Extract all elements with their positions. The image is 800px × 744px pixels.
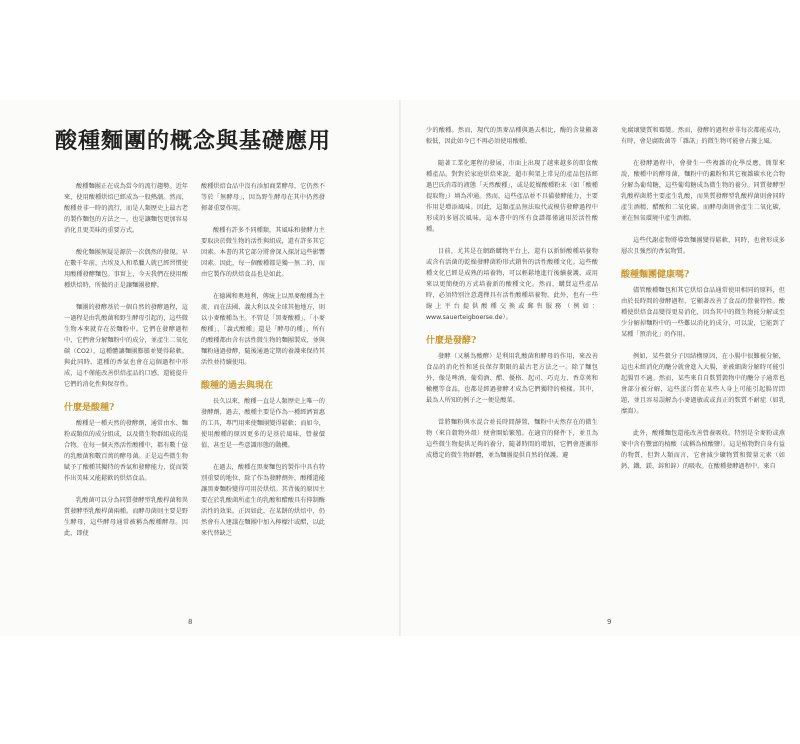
paragraph: 當將麵粉與水混合並長時間靜置，麵粉中天然存在的微生物（來自穀物外殼）便會開始繁殖。在適宜的條件下，並且為這些微生物提供足夠的養分，隨著時間的增加，它們會逐漸形成穩定的微生物群體，並為麵團提供自然的保護。避 xyxy=(426,419,598,459)
paragraph: 長久以來，酸種一直是人類歷史上唯一的發酵劑，過去，酸種主要是作為一種經濟實惠的工具，專門用來使麵團變得鬆軟；而如今，使用酸種的原因更多的是基於風味、營養價值，甚至是一些意識形態的動機。 xyxy=(201,398,325,449)
left-page-column-2 xyxy=(201,181,325,539)
section-heading-history: 酸種的過去與現在 xyxy=(201,381,274,391)
right-page-column-2 xyxy=(621,125,785,472)
section-heading-healthy: 酸種麵團健康嗎? xyxy=(621,270,690,280)
section-heading-what-is-sourdough: 什麼是酸種? xyxy=(64,403,115,413)
paragraph: 酸種麵團正在成為當今的流行趨勢。近年來，使用酸種烘焙已經成為一股熱潮。然而，酸種並非一時的流行，而是人類歷史上最古老的製作麵包的方法之一，也是讓麵包更加容易消化且更美味的重要方式。 xyxy=(64,183,188,234)
paragraph: 例如，某些穀分子因結構原因，在小腸中很難被分解，這也未經消化的醣分就會進入大腸，並被細菌分解時可能引起腸胃不適。然而，某些來自自麩質穀物中的醣分子通常也會部分被分解，這些蛋白質在某些人身上可能引起腸胃問題，並且容易誤解為小麥過敏或或真正的麩質不耐症（如乳糜瀉）。 xyxy=(621,353,785,415)
paragraph: 酸化麵團無疑是源於一次偶然的發現。早在數千年前，古埃及人和希臘人就已經習慣使用酸種發酵麵包。事實上，今天我們在使用酸種烘焙時，所做的正是讓麵團發酵。 xyxy=(64,249,188,289)
paragraph: 隨著工業化運程的發展，市面上出現了越來越多的即食酸種產品。對對於家庭烘焙來說，超市與架上常見的產品包括經過巴氏消毒的液態「天然酸種」，或是乾燥酸種粉末（如「酸種提取物」）填為沖通。然而，這些產品並不具備發酵能力，主要作用是增添風味。因此，這類產品無法取代或模仿發酵過程中形成的多層次風味。這本書中的所有食譜都僅適用於活性酸種。 xyxy=(426,160,598,233)
paragraph: 此外，酸種麵包還能改善營養吸收。特別是全麥粉或燕麥中含有豐富的植酸（或稱為植酸鹽）。這是植物對自身有益的物質，但對人類而言，它會減少礦物質和微量元素（如鈣、鐵、鎂、鋅和鋅）的吸收。在酸種發酵過程中，來自 xyxy=(621,430,785,470)
paragraph: 免腐壞變質和霉變。然而，發酵的過程並非每次都能成功，有時，會是腐敗菌等「雜訊」的微生物可能會占據上風。 xyxy=(621,127,785,145)
right-page-column-1 xyxy=(426,125,598,461)
paragraph: 少的酸種。然而，現代的黑麥品種與過去相比，酶的含量顯著較低，因此如今已不再必須使用酸種。 xyxy=(426,127,598,145)
paragraph: 酸種有許多不同種類，其風味和發酵力主要取決於微生物的活性與組成，還有許多其它因素。本書的其它部分將會深入探討這些影響因素。因此，每一個酸種都是獨一無二的，而由它製作的烘焙食品也是如此。 xyxy=(201,227,325,278)
page-number-left: 8 xyxy=(188,618,193,626)
paragraph: 目前，尤其是在網路購物平台上，還有以新鮮酸種培養物或含有活菌的乾燥發酵菌粉形式銷售的活性酸種文化。這些酸種文化已經是成熟的培養物，可以輕鬆地進行後續養護，或用來以更簡便的方式培養新的酸種文化。然而，購買這些產品時，必須特別注意選擇具有活性酸種培養物。此外，也有一些線上平台提供酸種交換或郵售服務（例如：www.sauerteigboerse.de）。 xyxy=(426,248,598,321)
paragraph: 在德國和奧地利，傳統上以黑麥酸種為主流，而在法國、義大利以及全球其他地方，則以小麥酸種為主。不管是「黑麥酸種」、「小麥酸種」、「義式酸種」還是「酵母的種」，所有的酸種都由含有活性微生物的麵團製成，並與麵粉通過發酵，隨後通過定期的養護來保持其活性並持續使用。 xyxy=(201,293,325,366)
paragraph: 儘管酸種麵包和其它烘焙食品通常使用相同的原料，但由於長時間的發酵過程，它顯著改善了食品的營養特性。酸種使烘焙食品變得更易消化，因為其中的微生物能分解或至少分解掉麵粉中的一些難以消化的成分，可以說，它能到了某種「預消化」的作用。 xyxy=(621,287,785,338)
book-gutter xyxy=(399,100,401,636)
paragraph: 在過去，酸種在黑麥麵包的製作中具有特別重要的地位，除了作為發酵劑外，酸種還能讓黑麥麵粉變得可用於烘焙。其背後的原因主要在於乳酸菌所產生的乳酸和醋酸具有抑制酶活性的效果。正因如此，在某餅的烘焙中，仍然會有人建議在麵團中加入檸檬汁或醋，以此來代替缺乏 xyxy=(201,464,325,537)
paragraph: 酸種是一種天然的發酵劑，通常由水、麵粉或類似的成分組成，以及微生物群組成的混合物。在每一個天然活性酸種中，都有數十億的乳酸菌和數百萬的酵母菌。正是這些微生物賦予了酸種其獨特的香氣和發酵能力，從而製作出美味又能鬆軟的烘焙食品。 xyxy=(64,420,188,482)
paragraph: 這些代謝產物將導致麵團變得鬆軟，同時，也會形成多層次且強烈的香氣物質。 xyxy=(621,237,785,255)
paragraph: 在發酵過程中，會發生一些複雜的化學反應，簡單來說，酸種中的酵母菌，麵粉中的澱粉和其它複雜碳水化合物分解為葡萄糖，這些葡萄糖成為微生物的養分。同質發酵型乳酸桿菌將主要產生乳酸，而異質發酵型乳酸桿菌則會同時產生酒精、醋酸和二氧化碳。而酵母菌則會產生二氧化碳，並在無氧環境中產生酒精。 xyxy=(621,160,785,222)
chapter-title: 酸種麵團的概念與基礎應用 xyxy=(55,128,332,154)
paragraph: 酸種烘焙食品中沒有添加商業酵母，它仍然不等於「無酵母」，因為野生酵母在其中仍然發揮著重要作用。 xyxy=(201,183,325,212)
section-heading-fermentation: 什麼是發酵? xyxy=(426,336,477,346)
paragraph: 發酵（又稱為酸酵）是利用乳酸菌和酵母的作用，來改善食品的消化性和延長保存期限的最古老方法之一。除了麵包外，像是啤酒、葡萄酒、醋、優格、起司、巧克力、香草莢和橄欖等食品，也都是經過發酵才成為它們獨特的模樣。其中，最為人所知的例子之一便是酸菜。 xyxy=(426,353,598,404)
paragraph: 麵團的發酵基於一個自然的發酵過程，這一過程是由乳酸菌和野生酵母引起的，這些微生物本來就存在於麵粉中。它們在發酵過程中，它們會分解麵粉中的成分，並產生二氧化碳（CO2），這種體讓麵團膨脹並變得鬆軟。與此同時，還種的香氣也會在這個過程中形成，這不僅能改善烘焙產品的口感，還能提升它們的消化性與保存性。 xyxy=(64,304,188,388)
page-number-right: 9 xyxy=(607,618,612,626)
left-page-column-1 xyxy=(64,181,188,539)
paragraph: 乳酸菌可以分為同質發酵型乳酸桿菌和異質發酵型乳酸桿菌兩種。而酵母菌則主要是野生酵母，這些酵母通常被稱為酸種酵母。因此，即使 xyxy=(64,497,188,537)
